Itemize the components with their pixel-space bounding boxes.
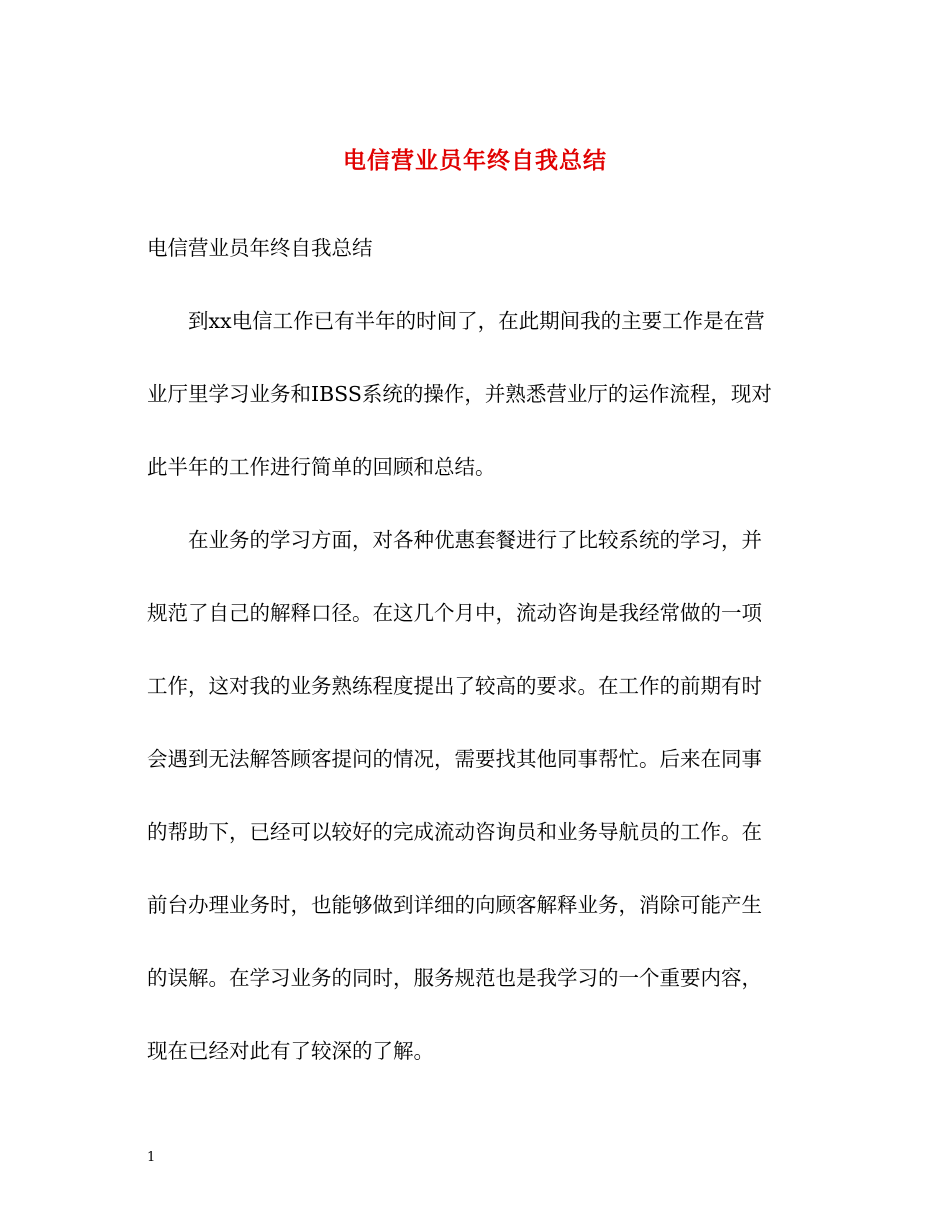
body-line: 到xx电信工作已有半年的时间了，在此期间我的主要工作是在营 xyxy=(188,309,765,333)
body-line: 在业务的学习方面，对各种优惠套餐进行了比较系统的学习，并 xyxy=(188,528,762,552)
body-line-subtitle: 电信营业员年终自我总结 xyxy=(147,236,373,260)
document-title: 电信营业员年终自我总结 xyxy=(343,147,607,174)
body-line: 工作，这对我的业务熟练程度提出了较高的要求。在工作的前期有时 xyxy=(147,674,762,698)
body-line: 的帮助下，已经可以较好的完成流动咨询员和业务导航员的工作。在 xyxy=(147,820,762,844)
body-line: 现在已经对此有了较深的了解。 xyxy=(147,1039,434,1063)
body-line: 前台办理业务时，也能够做到详细的向顾客解释业务，消除可能产生 xyxy=(147,893,762,917)
page-number: 1 xyxy=(147,1150,156,1165)
document-body xyxy=(147,228,803,1104)
body-line: 此半年的工作进行简单的回顾和总结。 xyxy=(147,455,496,479)
body-line: 的误解。在学习业务的同时，服务规范也是我学习的一个重要内容， xyxy=(147,966,762,990)
body-line: 会遇到无法解答顾客提问的情况，需要找其他同事帮忙。后来在同事 xyxy=(147,747,762,771)
body-line: 业厅里学习业务和IBSS系统的操作，并熟悉营业厅的运作流程，现对 xyxy=(147,382,772,406)
body-line: 规范了自己的解释口径。在这几个月中，流动咨询是我经常做的一项 xyxy=(147,601,762,625)
